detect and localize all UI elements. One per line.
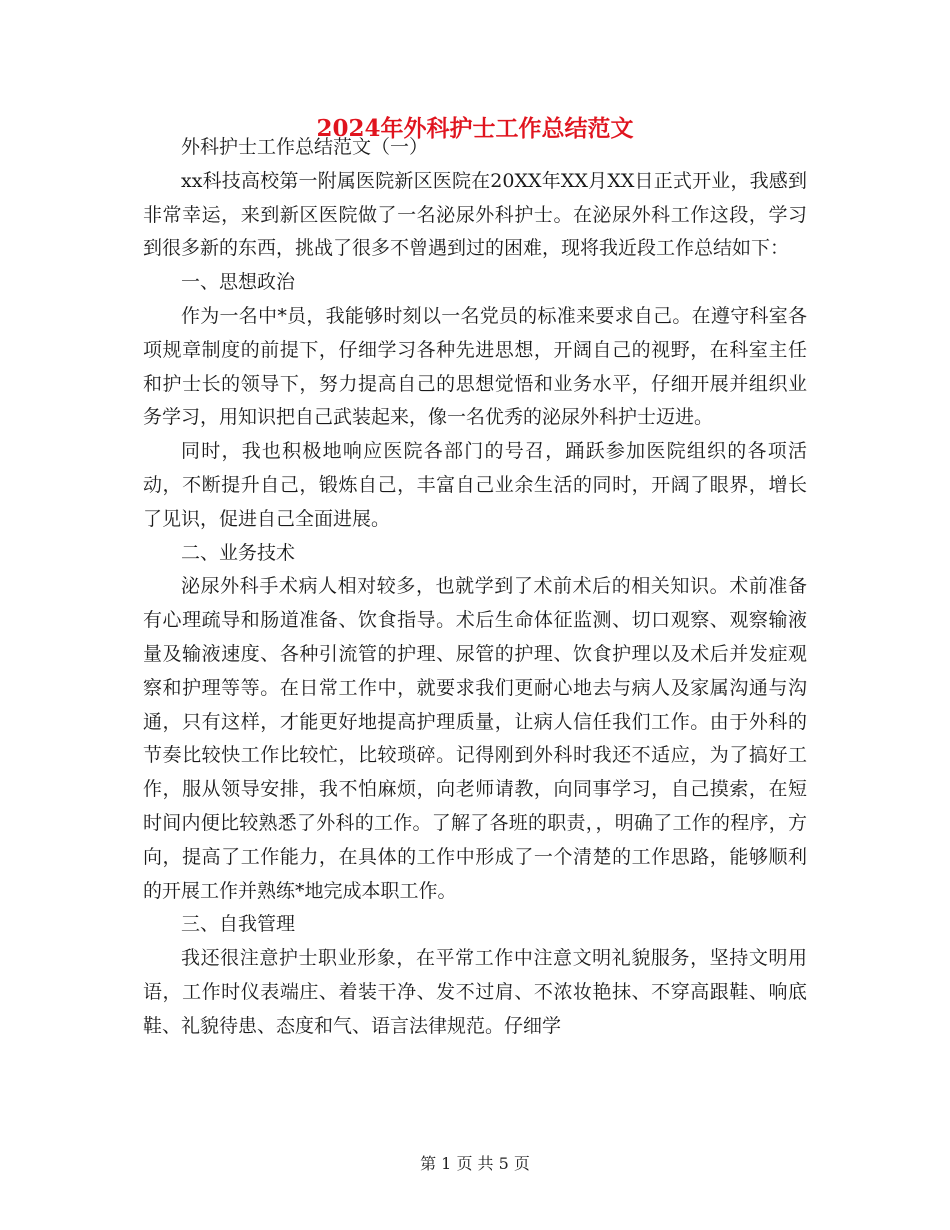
- section-heading: 三、自我管理: [181, 913, 296, 936]
- paragraph: 作为一名中*员，我能够时刻以一名党员的标准来要求自己。在遵守科室各项规章制度的前提下，仔细学习各种先进思想，开阔自己的视野，在科室主任和护士长的领导下，努力提高自己的思想觉悟和业务水平，仔细开展并组织业务学习，用知识把自己武装起来，像一名优秀的泌尿外科护士迈进。: [143, 304, 807, 429]
- section-heading: 外科护士工作总结范文（一）: [181, 136, 429, 158]
- paragraph: xx科技高校第一附属医院新区医院在20XX年XX月XX日正式开业，我感到非常幸运，来到新区医院做了一名泌尿外科护士。在泌尿外科工作这段，学习到很多新的东西，挑战了很多不曾遇到过的困难，现将我近段工作总结如下：: [143, 169, 807, 260]
- paragraph: 泌尿外科手术病人相对较多，也就学到了术前术后的相关知识。术前准备有心理疏导和肠道准备、饮食指导。术后生命体征监测、切口观察、观察输液量及输液速度、各种引流管的护理、尿管的护理、饮食护理以及术后并发症观察和护理等等。在日常工作中，就要求我们更耐心地去与病人及家属沟通与沟通，只有这样，才能更好地提高护理质量，让病人信任我们工作。由于外科的节奏比较快工作比较忙，比较琐碎。记得刚到外科时我还不适应，为了搞好工作，服从领导安排，我不怕麻烦，向老师请教，向同事学习，自己摸索，在短时间内便比较熟悉了外科的工作。了解了各班的职责，，明确了工作的程序，方向，提高了工作能力，在具体的工作中形成了一个清楚的工作思路，能够顺利的开展工作并熟练*地完成本职工作。: [143, 575, 807, 902]
- page-footer: 第 1 页 共 5 页: [420, 1154, 530, 1173]
- paragraph: 同时，我也积极地响应医院各部门的号召，踊跃参加医院组织的各项活动，不断提升自己，锻炼自己，丰富自己业余生活的同时，开阔了眼界，增长了见识，促进自己全面进展。: [143, 440, 807, 530]
- paragraph: 我还很注意护士职业形象，在平常工作中注意文明礼貌服务，坚持文明用语，工作时仪表端庄、着装干净、发不过肩、不浓妆艳抹、不穿高跟鞋、响底鞋、礼貌待患、态度和气、语言法律规范。仔细学: [143, 947, 807, 1037]
- document-title: 2024年外科护士工作总结范文: [316, 115, 634, 142]
- document-body: [143, 131, 807, 1044]
- section-heading: 一、思想政治: [181, 271, 296, 294]
- section-heading: 二、业务技术: [181, 541, 296, 564]
